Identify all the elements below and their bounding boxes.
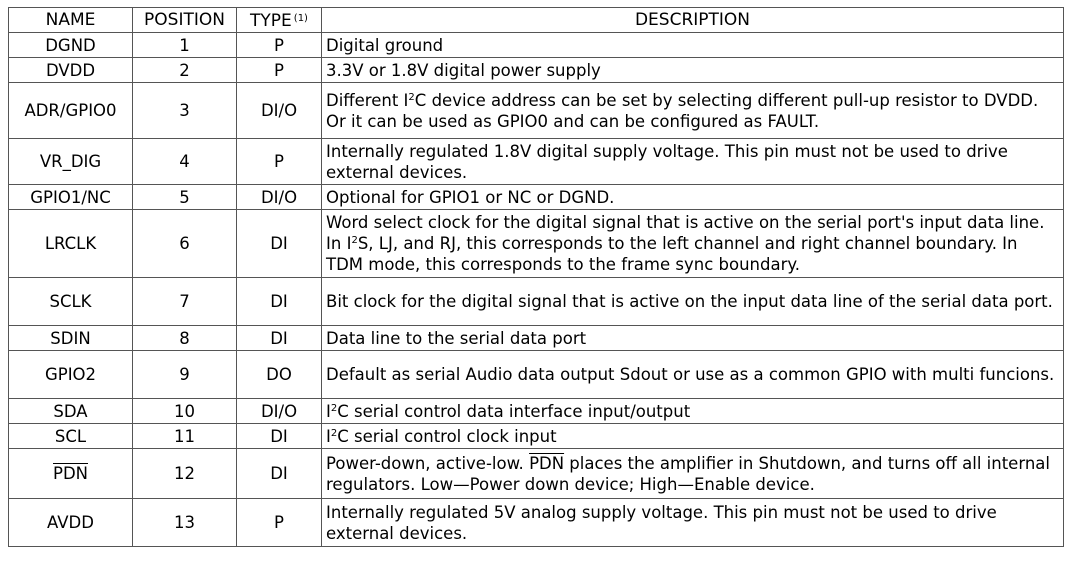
pin-name: SCL <box>9 424 133 449</box>
table-row <box>9 399 1064 424</box>
pin-name: SDIN <box>9 326 133 351</box>
table-row <box>9 326 1064 351</box>
header-position: POSITION <box>133 8 237 33</box>
pin-position: 2 <box>133 58 237 83</box>
pin-type: DO <box>237 351 322 399</box>
desc-part: places the amplifier in Shutdown, and turns off all internal regulators. Low—Power down device; High—Enable device. <box>326 453 1050 494</box>
desc-overlined: $\overline{PDN}$ <box>529 453 565 473</box>
header-type-note: (1) <box>293 13 308 24</box>
pin-position: 4 <box>133 139 237 185</box>
pin-type: DI <box>237 449 322 499</box>
pin-type: P <box>237 58 322 83</box>
pin-name: VR_DIG <box>9 139 133 185</box>
pin-description <box>322 83 1064 139</box>
pin-type: DI/O <box>237 83 322 139</box>
pin-position: 11 <box>133 424 237 449</box>
pin-name: LRCLK <box>9 210 133 278</box>
pin-type: DI/O <box>237 399 322 424</box>
pin-name: ADR/GPIO0 <box>9 83 133 139</box>
desc-part: I <box>326 426 331 446</box>
desc-part: C serial control clock input <box>337 426 557 446</box>
pin-position: 10 <box>133 399 237 424</box>
desc-superscript: 2 <box>330 427 338 439</box>
table-row <box>9 351 1064 399</box>
pin-type: P <box>237 139 322 185</box>
desc-part: S, LJ, and RJ, this corresponds to the left channel and right channel boundary. In TDM mode, this corresponds to the frame sync boundary. <box>326 234 1018 274</box>
header-type-label: TYPE <box>250 11 292 31</box>
table-row <box>9 58 1064 83</box>
pin-description <box>322 424 1064 449</box>
pin-position: 9 <box>133 351 237 399</box>
table-row <box>9 33 1064 58</box>
pin-position: 13 <box>133 499 237 547</box>
pin-type: P <box>237 33 322 58</box>
pin-name: GPIO2 <box>9 351 133 399</box>
pin-name <box>9 449 133 499</box>
pin-name-overlined: $\overline{PDN}$ <box>53 464 88 483</box>
pin-position: 12 <box>133 449 237 499</box>
pin-description: Default as serial Audio data output Sdout or use as a common GPIO with multi funcions. <box>322 351 1064 399</box>
pin-position: 5 <box>133 185 237 210</box>
pin-name: GPIO1/NC <box>9 185 133 210</box>
table-row <box>9 449 1064 499</box>
pin-name: DVDD <box>9 58 133 83</box>
pin-type: DI <box>237 278 322 326</box>
pin-description: Data line to the serial data port <box>322 326 1064 351</box>
desc-part: Power-down, active-low. <box>326 453 530 473</box>
table-row <box>9 424 1064 449</box>
table-row <box>9 83 1064 139</box>
pin-description <box>322 449 1064 499</box>
pin-type: DI/O <box>237 185 322 210</box>
table-row <box>9 210 1064 278</box>
pin-name: SDA <box>9 399 133 424</box>
desc-part: I <box>326 401 331 421</box>
pin-position: 1 <box>133 33 237 58</box>
pin-type: DI <box>237 326 322 351</box>
pin-type: DI <box>237 424 322 449</box>
pin-position: 8 <box>133 326 237 351</box>
header-name: NAME <box>9 8 133 33</box>
pin-name: SCLK <box>9 278 133 326</box>
desc-part: Different I <box>326 90 409 110</box>
table-row <box>9 185 1064 210</box>
pin-description <box>322 399 1064 424</box>
pin-description: Internally regulated 1.8V digital supply voltage. This pin must not be used to drive external devices. <box>322 139 1064 185</box>
pin-description-table <box>8 7 1064 547</box>
table-row <box>9 499 1064 547</box>
table-row <box>9 139 1064 185</box>
pin-description: Digital ground <box>322 33 1064 58</box>
pin-description <box>322 210 1064 278</box>
pin-position: 6 <box>133 210 237 278</box>
desc-superscript: 2 <box>330 402 338 414</box>
pin-position: 3 <box>133 83 237 139</box>
desc-part: C serial control data interface input/output <box>337 401 691 421</box>
pin-type: P <box>237 499 322 547</box>
pin-description: 3.3V or 1.8V digital power supply <box>322 58 1064 83</box>
pin-description: Internally regulated 5V analog supply voltage. This pin must not be used to drive external devices. <box>322 499 1064 547</box>
header-type <box>237 8 322 33</box>
desc-part: Word select clock for the digital signal that is active on the serial port's input data line. In I <box>326 213 1045 253</box>
desc-superscript: 2 <box>351 235 358 246</box>
header-row <box>9 8 1064 33</box>
pin-position: 7 <box>133 278 237 326</box>
header-description: DESCRIPTION <box>322 8 1064 33</box>
pin-name: AVDD <box>9 499 133 547</box>
pin-description: Optional for GPIO1 or NC or DGND. <box>322 185 1064 210</box>
pin-type: DI <box>237 210 322 278</box>
table-row <box>9 278 1064 326</box>
pin-description: Bit clock for the digital signal that is active on the input data line of the serial data port. <box>322 278 1064 326</box>
desc-superscript: 2 <box>408 91 415 103</box>
desc-part: C device address can be set by selecting different pull-up resistor to DVDD. Or it can be used as GPIO0 and can be configured as FAULT. <box>326 90 1039 131</box>
pin-name: DGND <box>9 33 133 58</box>
